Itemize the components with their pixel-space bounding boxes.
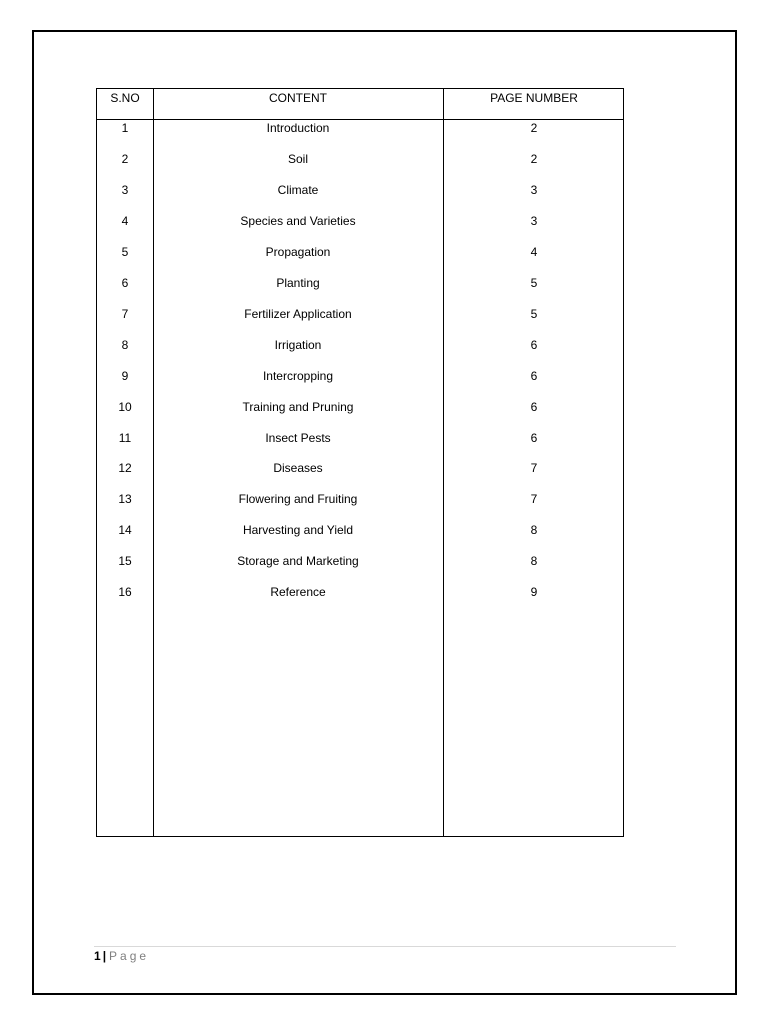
row-content: Diseases: [273, 461, 323, 475]
row-content: Irrigation: [274, 338, 322, 352]
row-sno: 14: [118, 523, 132, 537]
row-page-number: 8: [530, 523, 538, 537]
row-sno: 4: [121, 214, 129, 228]
row-content: Intercropping: [262, 369, 334, 383]
row-page-number: 5: [530, 307, 538, 321]
row-content: Insect Pests: [265, 431, 331, 445]
row-content: Reference: [270, 585, 326, 599]
row-sno: 3: [121, 183, 129, 197]
row-page-number: 4: [530, 245, 538, 259]
row-sno: 2: [121, 152, 129, 166]
row-page-number: 7: [530, 461, 538, 475]
row-page-number: 6: [530, 338, 538, 352]
row-content: Introduction: [266, 121, 330, 135]
footer-separator: |: [102, 949, 107, 963]
row-content: Planting: [276, 276, 320, 290]
row-content: Training and Pruning: [242, 400, 354, 414]
row-content: Harvesting and Yield: [242, 523, 354, 537]
row-sno: 8: [121, 338, 129, 352]
row-sno: 16: [118, 585, 132, 599]
row-page-number: 6: [530, 431, 538, 445]
row-sno: 1: [121, 121, 129, 135]
row-content: Propagation: [265, 245, 331, 259]
row-page-number: 2: [530, 121, 538, 135]
row-content: Soil: [287, 152, 308, 166]
row-content: Flowering and Fruiting: [238, 492, 358, 506]
header-content: CONTENT: [269, 91, 327, 105]
footer-divider: [94, 946, 676, 947]
row-sno: 12: [118, 461, 132, 475]
row-sno: 5: [121, 245, 129, 259]
row-page-number: 9: [530, 585, 538, 599]
row-page-number: 7: [530, 492, 538, 506]
header-sno: S.NO: [110, 91, 140, 105]
page-footer: [94, 948, 149, 964]
row-content: Fertilizer Application: [244, 307, 352, 321]
row-page-number: 8: [530, 554, 538, 568]
row-page-number: 5: [530, 276, 538, 290]
footer-page-label: Page: [109, 949, 150, 963]
contents-table: [96, 88, 624, 837]
row-sno: 6: [121, 276, 129, 290]
row-content: Species and Varieties: [240, 214, 356, 228]
row-page-number: 6: [530, 400, 538, 414]
row-sno: 11: [118, 431, 132, 445]
row-sno: 10: [118, 400, 132, 414]
row-sno: 7: [121, 307, 129, 321]
row-sno: 13: [118, 492, 132, 506]
row-sno: 15: [118, 554, 132, 568]
row-page-number: 3: [530, 183, 538, 197]
row-sno: 9: [121, 369, 129, 383]
row-content: Climate: [277, 183, 319, 197]
row-page-number: 3: [530, 214, 538, 228]
row-page-number: 2: [530, 152, 538, 166]
footer-page-number: 1: [94, 949, 101, 963]
header-page-number: PAGE NUMBER: [490, 91, 578, 105]
row-page-number: 6: [530, 369, 538, 383]
row-content: Storage and Marketing: [237, 554, 359, 568]
